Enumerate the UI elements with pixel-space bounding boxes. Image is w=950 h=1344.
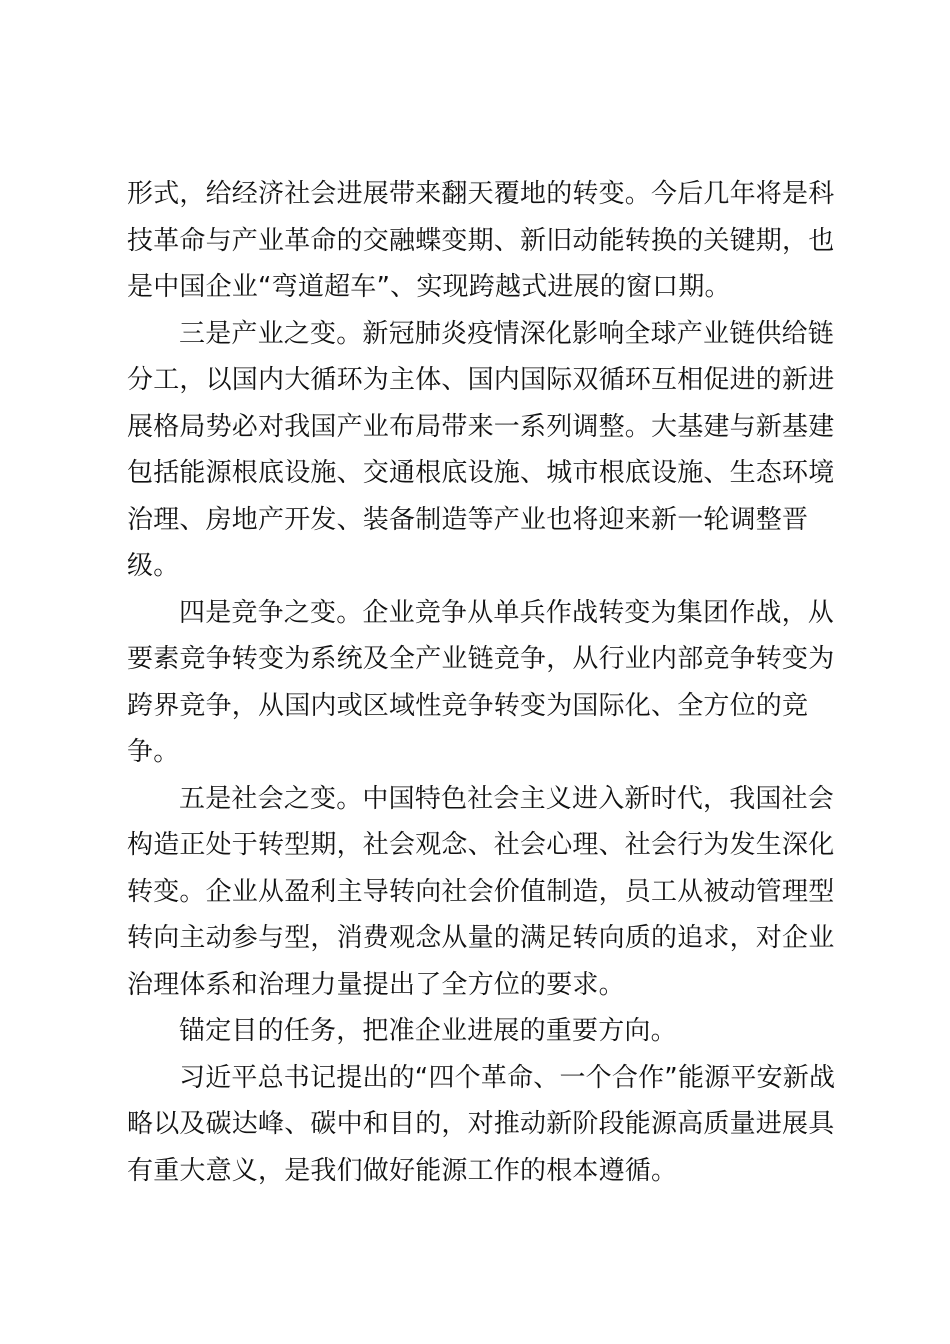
document-body: [127, 171, 836, 1194]
text-line: 转向主动参与型，消费观念从量的满足转向质的追求，对企业: [127, 923, 835, 953]
text-line: 展格局势必对我国产业布局带来一系列调整。大基建与新基建: [127, 411, 835, 442]
text-line: 包括能源根底设施、交通根底设施、城市根底设施、生态环境: [127, 458, 835, 488]
paragraph-start-line: 四是竞争之变。企业竞争从单兵作战转变为集团作战，从: [179, 597, 835, 628]
text-line: 是中国企业“弯道超车”、实现跨越式进展的窗口期。: [127, 272, 731, 302]
text-line: 级。: [127, 551, 180, 581]
text-line: 治理体系和治理力量提出了全方位的要求。: [127, 969, 625, 1000]
text-line: 分工，以国内大循环为主体、国内国际双循环互相促进的新进: [127, 365, 835, 395]
text-line: 有重大意义，是我们做好能源工作的根本遵循。: [127, 1155, 678, 1186]
text-line: 略以及碳达峰、碳中和目的，对推动新阶段能源高质量进展具: [127, 1109, 835, 1139]
paragraph-start-line: 五是社会之变。中国特色社会主义进入新时代，我国社会: [179, 783, 835, 814]
text-line: 跨界竞争，从国内或区域性竞争转变为国际化、全方位的竞: [127, 690, 809, 721]
text-line: 要素竞争转变为系统及全产业链竞争，从行业内部竞争转变为: [127, 644, 835, 674]
text-line: 构造正处于转型期，社会观念、社会心理、社会行为发生深化: [127, 830, 835, 860]
text-line: 技革命与产业革命的交融蝶变期、新旧动能转换的关键期，也: [127, 225, 835, 256]
paragraph-start-line: 习近平总书记提出的“四个革命、一个合作”能源平安新战: [179, 1062, 836, 1093]
text-line: 治理、房地产开发、装备制造等产业也将迎来新一轮调整晋: [127, 504, 809, 535]
text-line: 转变。企业从盈利主导转向社会价值制造，员工从被动管理型: [127, 876, 835, 907]
section-heading-line: 锚定目的任务，把准企业进展的重要方向。: [179, 1016, 677, 1046]
text-line: 形式，给经济社会进展带来翻天覆地的转变。今后几年将是科: [127, 179, 835, 209]
text-line: 争。: [127, 737, 180, 767]
paragraph-start-line: 三是产业之变。新冠肺炎疫情深化影响全球产业链供给链: [179, 318, 835, 349]
